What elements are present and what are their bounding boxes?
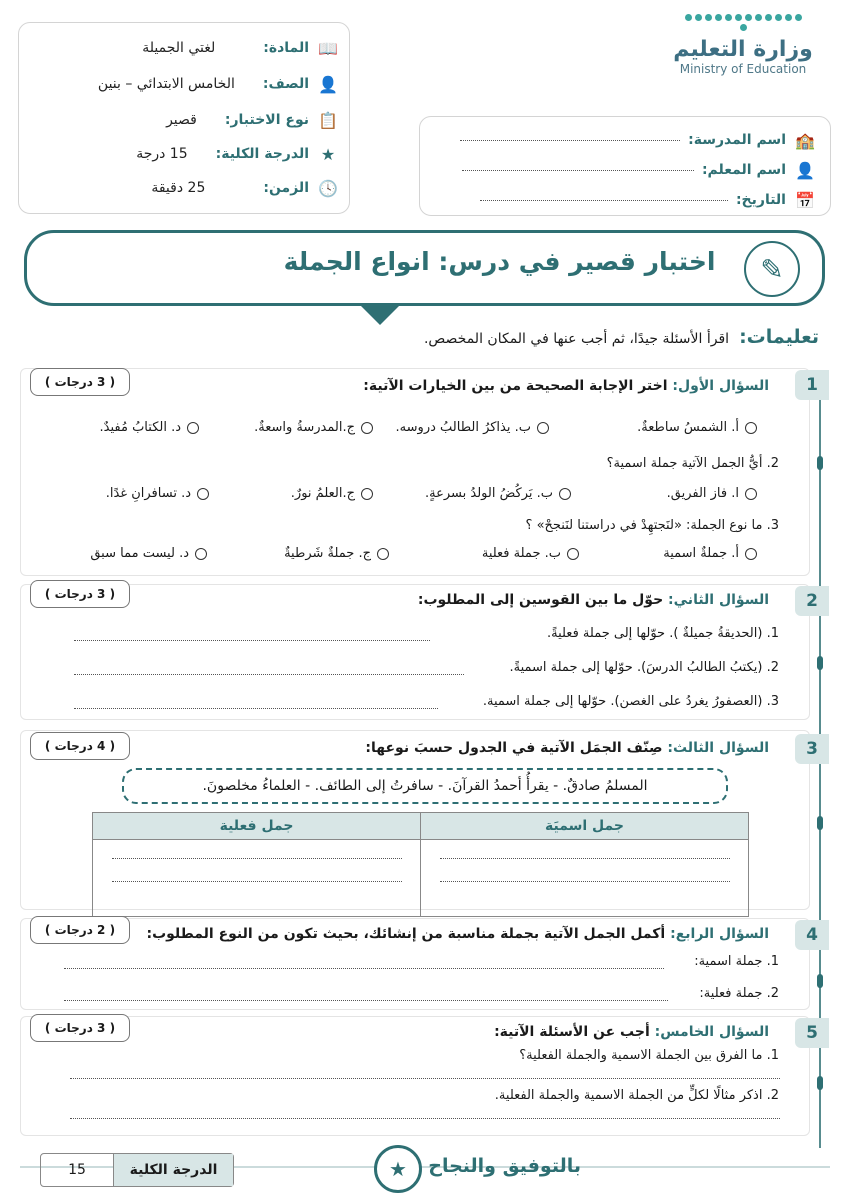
question-5-number: 5 — [795, 1018, 829, 1048]
clock-icon: 🕓 — [318, 178, 338, 198]
question-4-score: ( 2 درجات ) — [30, 916, 130, 944]
school-name-field[interactable] — [460, 140, 680, 141]
page-title: اختبار قصير في درس: انواع الجملة — [283, 247, 716, 276]
q4-item-1: 1. جملة اسمية: — [694, 954, 779, 969]
q1-1-option-d[interactable]: د. الكتابُ مُفيدٌ. — [100, 420, 199, 435]
rail-knob — [817, 974, 823, 988]
question-3-label: السؤال الثالث: — [667, 740, 769, 756]
question-3-score: ( 4 درجات ) — [30, 732, 130, 760]
test-type-label: نوع الاختبار: — [224, 112, 309, 128]
time-label: الزمن: — [263, 180, 309, 196]
q1-2-option-a[interactable]: ا. فاز الفريق. — [667, 486, 757, 501]
date-field[interactable] — [480, 200, 728, 201]
question-3-text: صِنّف الجمَل الآتية في الجدول حسبَ نوعها: — [365, 740, 663, 756]
total-grade-footer-label: الدرجة الكلية — [113, 1154, 233, 1186]
question-5-label: السؤال الخامس: — [654, 1024, 769, 1040]
rail-knob — [817, 816, 823, 830]
q1-2-option-d[interactable]: د. تسافرانِ غدًا. — [106, 486, 209, 501]
q1-1-option-b[interactable]: ب. يذاكرُ الطالبُ دروسه. — [396, 420, 549, 435]
teacher-name-field[interactable] — [462, 170, 694, 171]
total-grade-footer-value: 15 — [68, 1162, 86, 1178]
logo-dots-icon — [683, 14, 803, 31]
question-1-box — [20, 368, 810, 576]
radio-circle-icon[interactable] — [537, 422, 549, 434]
question-3-title — [365, 740, 769, 756]
radio-circle-icon[interactable] — [187, 422, 199, 434]
q5-item-1: 1. ما الفرق بين الجملة الاسمية والجملة الفعلية؟ — [519, 1048, 779, 1063]
star-badge-icon: ★ — [374, 1145, 422, 1193]
school-info-box — [419, 116, 831, 216]
q4-item-2: 2. جملة فعلية: — [699, 986, 779, 1001]
radio-circle-icon[interactable] — [559, 488, 571, 500]
subject-row — [142, 37, 339, 59]
question-1-title — [363, 378, 769, 394]
total-grade-row — [136, 143, 339, 165]
star-icon: ★ — [320, 144, 336, 164]
nominal-answers-cell[interactable] — [421, 840, 749, 917]
rail-knob — [817, 656, 823, 670]
test-type-row — [166, 109, 339, 131]
grade-label: الصف: — [262, 76, 309, 92]
question-2-label: السؤال الثاني: — [668, 592, 769, 608]
instructions-label: تعليمات: — [739, 326, 819, 348]
question-5-title — [494, 1024, 769, 1040]
ministry-logo — [673, 14, 813, 110]
title-banner — [24, 230, 825, 306]
teacher-person-icon: 👤 — [795, 160, 815, 180]
teacher-name-label: اسم المعلم: — [701, 162, 786, 178]
question-4-title — [146, 926, 769, 942]
calendar-icon: 📅 — [795, 190, 815, 210]
question-1-text: اختر الإجابة الصحيحة من بين الخيارات الآتية: — [363, 378, 668, 394]
q4-answer-2[interactable] — [64, 1000, 668, 1001]
teacher-name-row — [462, 159, 816, 181]
q3-classification-table — [92, 812, 749, 917]
time-value: 25 دقيقة — [151, 180, 206, 196]
logo-arabic: وزارة التعليم — [673, 37, 813, 62]
q1-3-text: 3. ما نوع الجملة: «لنَجتهِدْ في دراستنا لنَنجحْ» ؟ — [525, 518, 779, 533]
question-4-number: 4 — [795, 920, 829, 950]
exam-info-box — [18, 22, 350, 214]
question-2-text: حوّل ما بين القوسين إلى المطلوب: — [417, 592, 664, 608]
date-label: التاريخ: — [735, 192, 786, 208]
radio-circle-icon[interactable] — [361, 422, 373, 434]
grade-value: الخامس الابتدائي – بنين — [97, 76, 235, 92]
time-row — [151, 177, 339, 199]
question-4-text: أكمل الجمل الآتية بجملة مناسبة من إنشائك، بحيث تكون من النوع المطلوب: — [146, 926, 666, 942]
question-2-score: ( 3 درجات ) — [30, 580, 130, 608]
question-1-number: 1 — [795, 370, 829, 400]
q1-1-option-c[interactable]: ج.المدرسةُ واسعةٌ. — [254, 420, 373, 435]
radio-circle-icon[interactable] — [567, 548, 579, 560]
student-icon: 👤 — [318, 74, 338, 94]
test-type-value: قصير — [166, 112, 197, 128]
question-2-title — [418, 592, 769, 608]
q5-answer-2[interactable] — [70, 1118, 780, 1119]
q2-answer-2[interactable] — [74, 674, 464, 675]
q3-word-bank — [122, 768, 728, 804]
radio-circle-icon[interactable] — [745, 488, 757, 500]
question-1-score: ( 3 درجات ) — [30, 368, 130, 396]
question-1-label: السؤال الأول: — [672, 378, 769, 394]
radio-circle-icon[interactable] — [745, 548, 757, 560]
radio-circle-icon[interactable] — [377, 548, 389, 560]
q2-item-2: 2. (يكتبُ الطالبُ الدرسَ). حوّلها إلى جملة اسميةً. — [509, 660, 779, 675]
instructions — [424, 326, 819, 348]
q2-answer-1[interactable] — [74, 640, 430, 641]
q1-1-option-a[interactable]: أ. الشمسُ ساطعةٌ. — [637, 420, 757, 435]
q2-item-3: 3. (العصفورُ يغردُ على الغصن). حوّلها إلى جملة اسمية. — [482, 694, 779, 709]
q1-3-option-d[interactable]: د. ليست مما سبق — [90, 546, 207, 561]
subject-value: لغتي الجميلة — [142, 40, 216, 56]
school-building-icon: 🏫 — [795, 130, 815, 150]
rail-knob — [817, 456, 823, 470]
q5-item-2: 2. اذكر مثالًا لكلٍّ من الجملة الاسمية والجملة الفعلية. — [494, 1088, 779, 1103]
rail-knob — [817, 1076, 823, 1090]
radio-circle-icon[interactable] — [195, 548, 207, 560]
q1-2-text: 2. أيُّ الجمل الآتية جملة اسمية؟ — [606, 456, 779, 471]
banner-pointer — [360, 305, 400, 325]
q5-answer-1[interactable] — [70, 1078, 780, 1079]
total-grade-box — [40, 1153, 234, 1187]
radio-circle-icon[interactable] — [197, 488, 209, 500]
clipboard-icon: 📋 — [318, 110, 338, 130]
good-luck-text: بالتوفيق والنجاح — [428, 1155, 581, 1177]
question-5-score: ( 3 درجات ) — [30, 1014, 130, 1042]
logo-english: Ministry of Education — [679, 62, 807, 76]
q3-word-bank-text: المسلمُ صادقٌ. - يقرأُ أحمدُ القرآنَ. - سافرتُ إلى الطائف. - العلماءُ مخلصونَ. — [202, 778, 648, 794]
question-3-number: 3 — [795, 734, 829, 764]
book-icon: 📖 — [318, 38, 338, 58]
question-4-label: السؤال الرابع: — [670, 926, 769, 942]
q1-3-option-c[interactable]: ج. جملةٌ شَرطيةٌ — [284, 546, 389, 561]
total-grade-label: الدرجة الكلية: — [215, 146, 309, 162]
q1-2-option-c[interactable]: ج.العلمُ نورٌ. — [291, 486, 373, 501]
question-5-text: أجب عن الأسئلة الآتية: — [494, 1024, 650, 1040]
radio-circle-icon[interactable] — [361, 488, 373, 500]
q4-answer-1[interactable] — [64, 968, 664, 969]
q2-answer-3[interactable] — [74, 708, 438, 709]
table-header-nominal: جمل اسميَة — [421, 813, 749, 840]
q1-3-option-a[interactable]: أ. جملةٌ اسمية — [663, 546, 757, 561]
question-2-number: 2 — [795, 586, 829, 616]
school-name-label: اسم المدرسة: — [688, 132, 786, 148]
q1-3-option-b[interactable]: ب. جملة فعلية — [482, 546, 579, 561]
radio-circle-icon[interactable] — [745, 422, 757, 434]
subject-label: المادة: — [263, 40, 309, 56]
verbal-answers-cell[interactable] — [93, 840, 421, 917]
q1-2-option-b[interactable]: ب. يَركُضُ الولدُ بسرعةٍ. — [425, 486, 571, 501]
instructions-text: اقرأ الأسئلة جيدًا، ثم أجب عنها في المكان المخصص. — [423, 331, 730, 347]
notepad-pencil-icon: ✎ — [744, 241, 800, 297]
school-name-row — [460, 129, 816, 151]
grade-row — [98, 73, 339, 95]
total-grade-value: 15 درجة — [136, 146, 188, 162]
table-header-verbal: جمل فعلية — [93, 813, 421, 840]
date-row — [480, 189, 816, 211]
q2-item-1: 1. (الحديقةُ جميلةٌ ). حوّلها إلى جملة فعليةً. — [546, 626, 779, 641]
